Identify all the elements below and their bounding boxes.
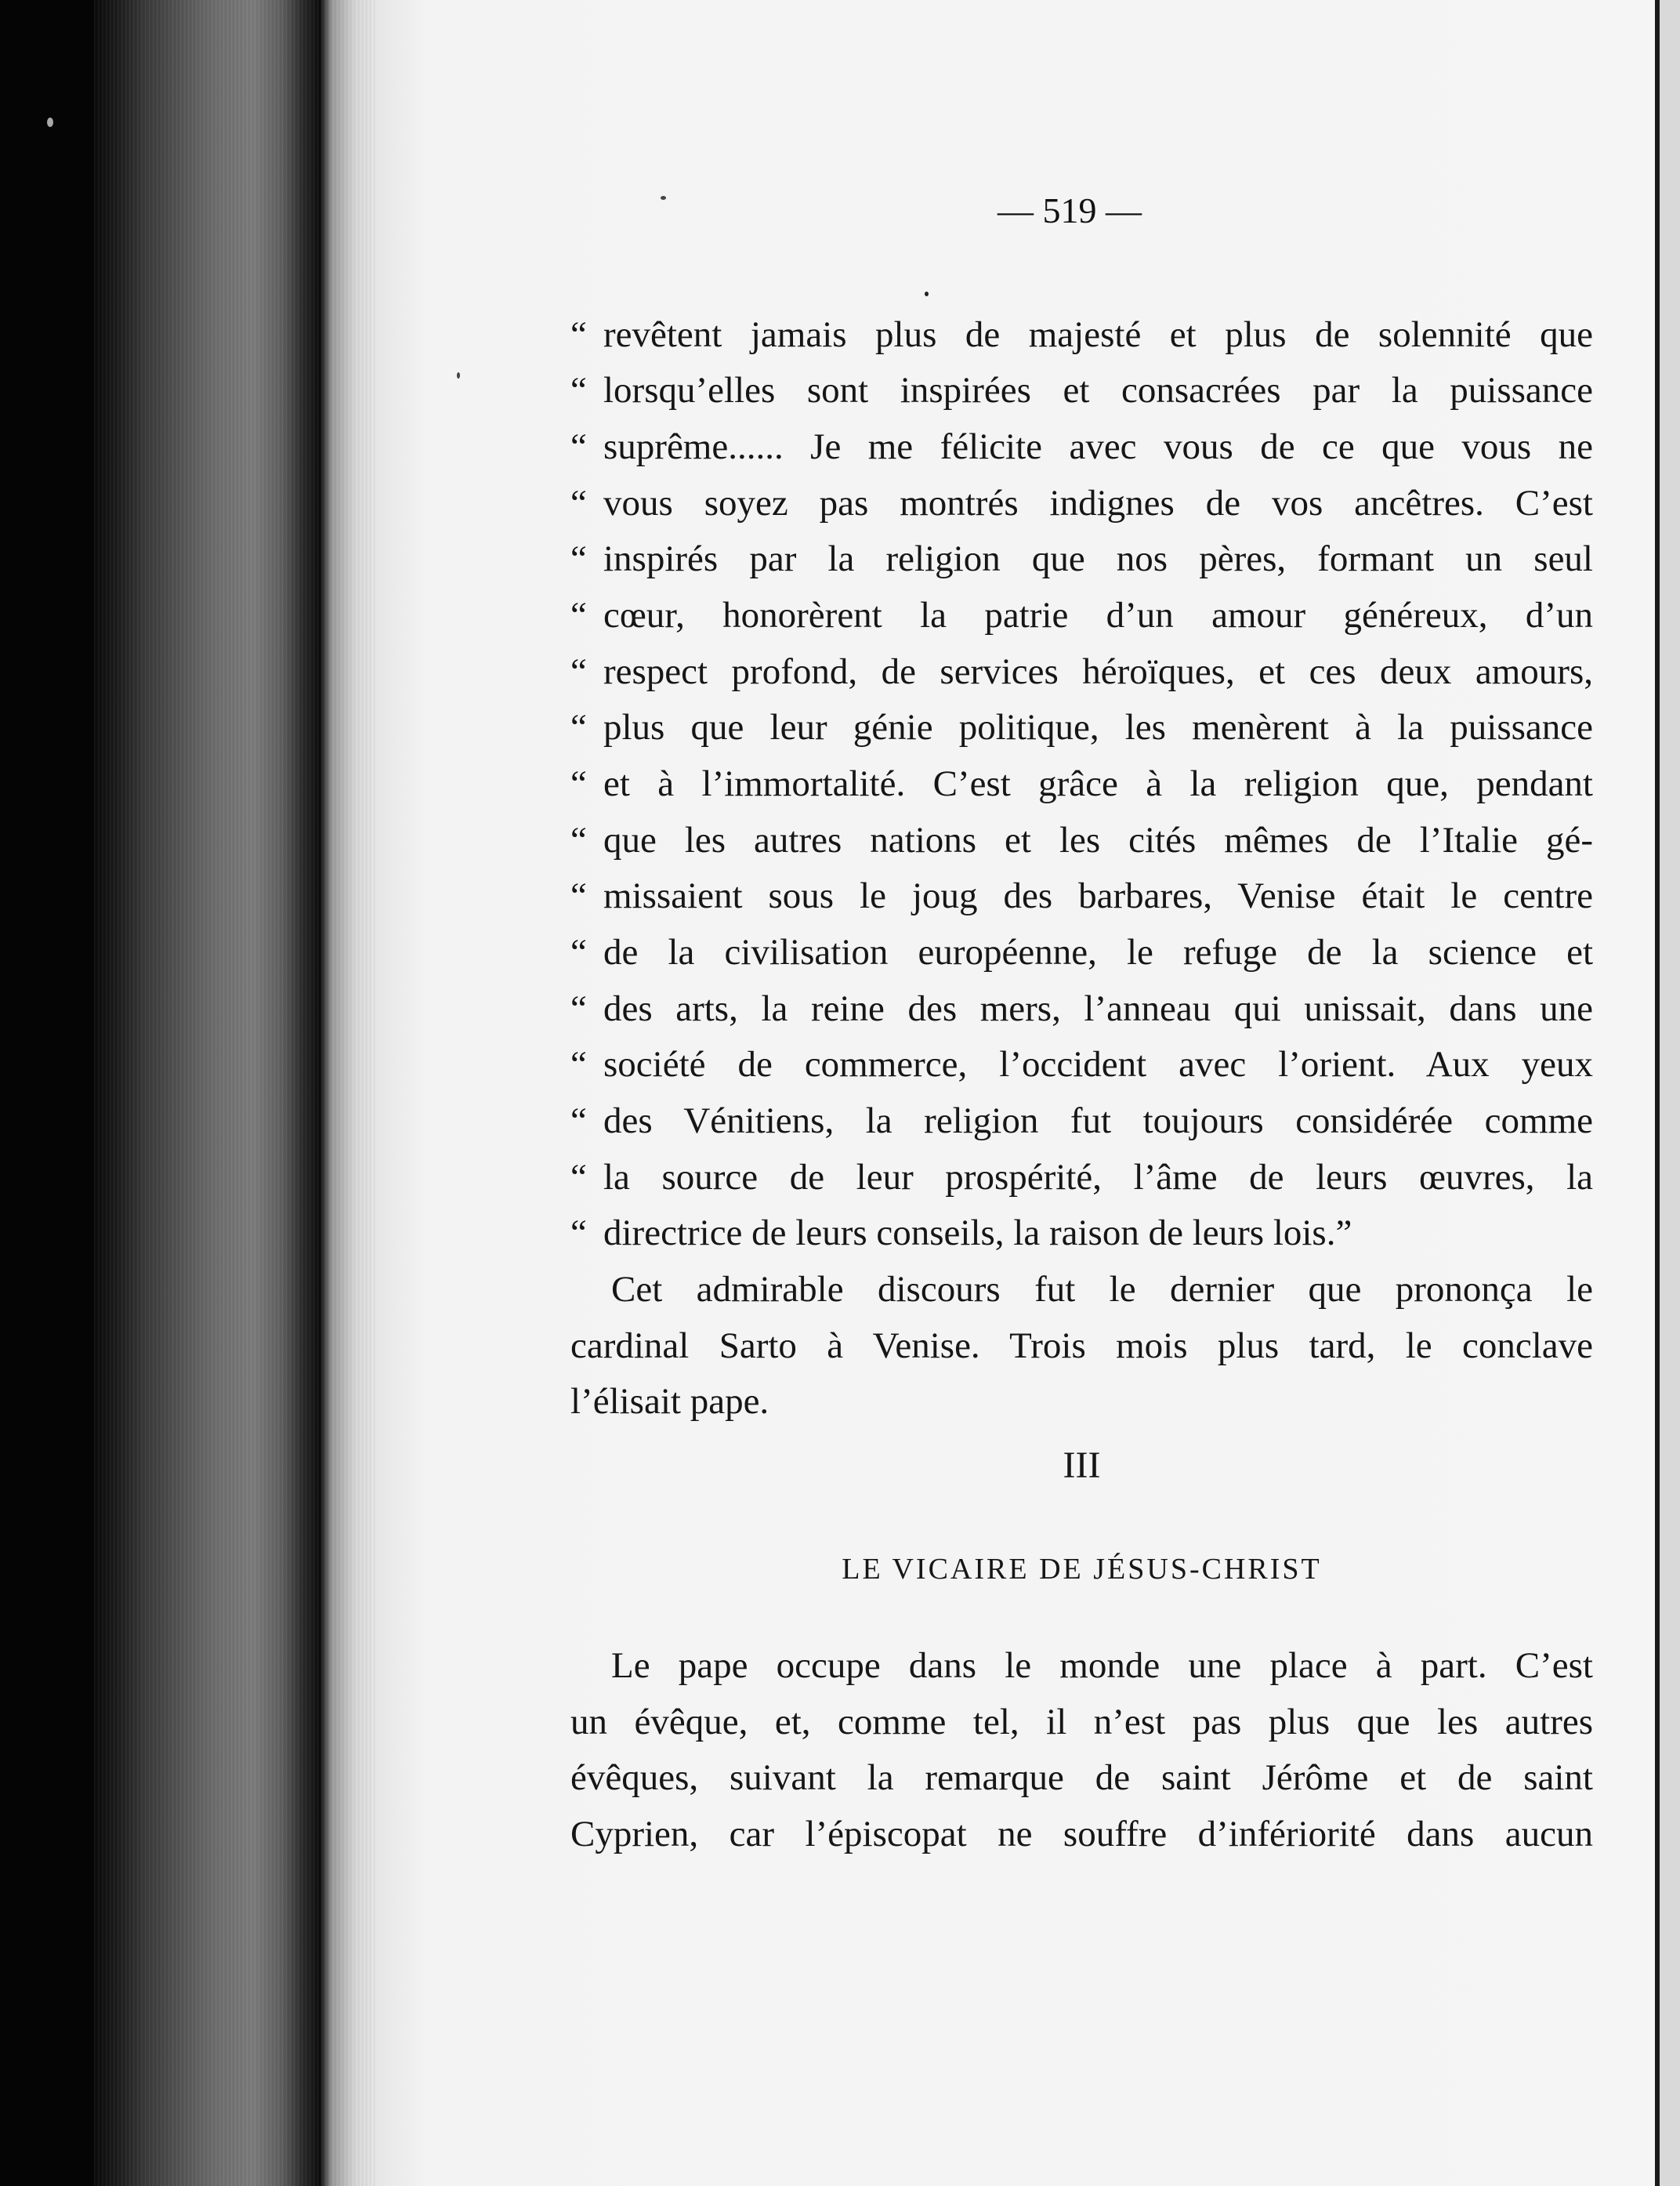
quote-line: “ cœur, honorèrent la patrie d’un amour généreux, d’un xyxy=(570,588,1593,643)
quote-line: “ suprême...... Je me félicite avec vous de ce que vous ne xyxy=(570,419,1593,474)
quote-line: “ inspirés par la religion que nos pères, formant un seul xyxy=(570,531,1593,586)
quote-mark: “ xyxy=(570,1157,587,1198)
book-gutter xyxy=(94,0,384,2186)
quote-mark: “ xyxy=(570,1044,587,1085)
quote-mark: “ xyxy=(570,988,587,1029)
scan-speck xyxy=(457,372,460,379)
quote-mark: “ xyxy=(570,1213,587,1253)
paragraph-line: Cet admirable discours fut le dernier que prononça le xyxy=(611,1269,1593,1310)
quote-line: “ revêtent jamais plus de majesté et plus de solennité que xyxy=(570,307,1593,362)
quote-mark: “ xyxy=(570,483,587,524)
scan-speck xyxy=(47,118,53,127)
quote-line: “ lorsqu’elles sont inspirées et consacrées par la puissance xyxy=(570,363,1593,418)
section-title: LE VICAIRE DE JÉSUS-CHRIST xyxy=(842,1553,1322,1586)
quote-line: “ respect profond, de services héroïques, et ces deux amours, xyxy=(570,644,1593,699)
page-right-margin xyxy=(1660,0,1680,2186)
quote-mark: “ xyxy=(570,932,587,973)
scan-speck xyxy=(661,196,666,200)
quote-line: “ vous soyez pas montrés indignes de vos ancêtres. C’est xyxy=(570,476,1593,531)
quote-mark: “ xyxy=(570,820,587,861)
quote-mark: “ xyxy=(570,370,587,411)
paragraph-line: évêques, suivant la remarque de saint Jérôme et de saint xyxy=(570,1757,1593,1798)
quote-line: “ que les autres nations et les cités mêmes de l’Italie gé- xyxy=(570,813,1593,868)
scan-background-left xyxy=(0,0,102,2186)
quote-mark: “ xyxy=(570,763,587,804)
quote-line: “ la source de leur prospérité, l’âme de leurs œuvres, la xyxy=(570,1150,1593,1205)
paragraph-line: cardinal Sarto à Venise. Trois mois plus tard, le conclave xyxy=(570,1325,1593,1366)
quote-mark: “ xyxy=(570,651,587,692)
quote-mark: “ xyxy=(570,314,587,355)
quote-line: “ de la civilisation européenne, le refuge de la science et xyxy=(570,925,1593,980)
quote-mark: “ xyxy=(570,538,587,579)
quote-mark: “ xyxy=(570,707,587,748)
scan-speck xyxy=(925,292,929,296)
quote-line: “ directrice de leurs conseils, la raison de leurs lois.” xyxy=(570,1205,1593,1260)
paragraph-line: Cyprien, car l’épiscopat ne souffre d’infériorité dans aucun xyxy=(570,1814,1593,1854)
quote-line: “ et à l’immortalité. C’est grâce à la religion que, pendant xyxy=(570,756,1593,811)
quote-mark: “ xyxy=(570,595,587,636)
quote-mark: “ xyxy=(570,875,587,916)
quote-mark: “ xyxy=(570,1100,587,1141)
paragraph-line: l’élisait pape. xyxy=(570,1381,769,1422)
paragraph-line: Le pape occupe dans le monde une place à part. C’est xyxy=(611,1645,1593,1686)
quote-line: “ des Vénitiens, la religion fut toujours considérée comme xyxy=(570,1093,1593,1148)
section-number: III xyxy=(1063,1445,1101,1486)
quote-line: “ des arts, la reine des mers, l’anneau qui unissait, dans une xyxy=(570,981,1593,1036)
quote-line: “ société de commerce, l’occident avec l’orient. Aux yeux xyxy=(570,1037,1593,1092)
quote-line: “ plus que leur génie politique, les menèrent à la puissance xyxy=(570,700,1593,755)
quote-mark: “ xyxy=(570,426,587,467)
paragraph-line: un évêque, et, comme tel, il n’est pas plus que les autres xyxy=(570,1702,1593,1742)
page-number: — 519 — xyxy=(998,190,1142,230)
quote-line: “ missaient sous le joug des barbares, Venise était le centre xyxy=(570,868,1593,923)
